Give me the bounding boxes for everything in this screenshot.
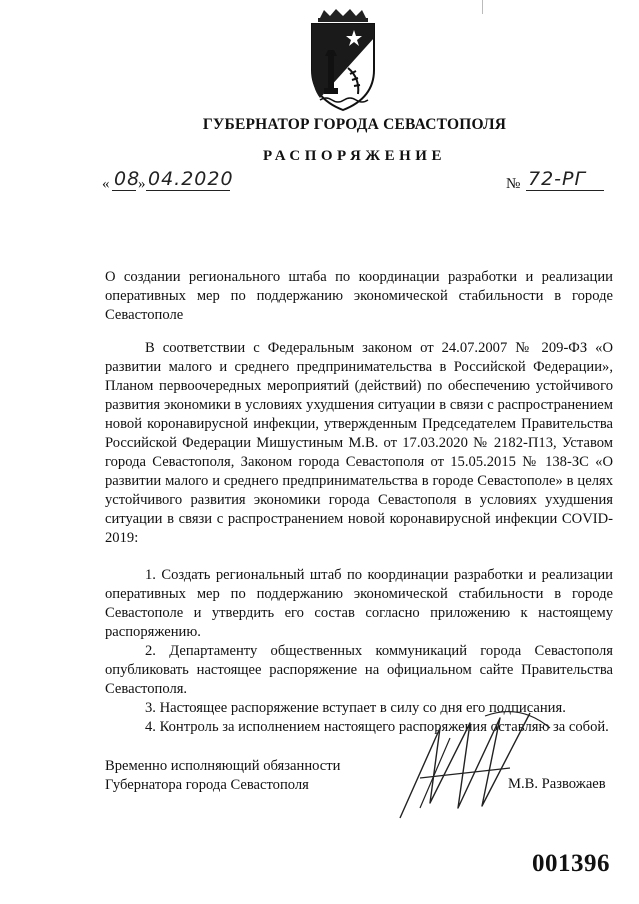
- date-open-quote: «: [102, 176, 110, 192]
- document-body: [105, 339, 613, 737]
- issuing-authority-title: ГУБЕРНАТОР ГОРОДА СЕВАСТОПОЛЯ: [202, 116, 507, 133]
- number-value: 72-РГ: [528, 168, 587, 190]
- date-day: 08: [114, 168, 141, 190]
- document-subject: О создании регионального штаба по координации разработки и реализации оперативных мер по поддержанию экономической стабильности в городе Севастополе: [105, 269, 613, 323]
- date-day-underline: [112, 190, 136, 191]
- number-sign: №: [506, 176, 521, 192]
- document-date: [102, 168, 232, 194]
- scan-mark: [482, 0, 483, 14]
- handwritten-signature: [380, 708, 560, 828]
- number-underline: [526, 190, 604, 191]
- order-item-3: 3. Настоящее распоряжение вступает в силу со дня его подписания.: [145, 700, 566, 716]
- date-close-quote: »: [138, 176, 146, 192]
- sevastopol-coat-of-arms-icon: [290, 8, 396, 114]
- serial-number: 001396: [532, 850, 610, 877]
- order-item-4: 4. Контроль за исполнением настоящего распоряжения оставляю за собой.: [145, 719, 609, 735]
- preamble-paragraph: В соответствии с Федеральным законом от 24.07.2007 № 209-ФЗ «О развитии малого и среднего предпринимательства в Российской Федерации», Планом первоочередных мероприятий (действий) по обеспечению устойчивого развития экономики в условиях ухудшения ситуации в связи с распространением новой коронавирусной инфекции, утвержденным Председателем Правительства Российской Федерации Мишустиным М.В. от 17.03.2020 № 2182-П13, Уставом города Севастополя, Законом города Севастополя от 15.05.2015 № 138-ЗС «О развитии малого и среднего предпринимательства в городе Севастополе» в целях устойчивого развития экономики города Севастополя в условиях ухудшения ситуации в связи с распространением новой коронавирусной инфекции COVID-2019:: [105, 340, 613, 546]
- order-item-2: 2. Департаменту общественных коммуникаций города Севастополя опубликовать настоящее распоряжение на официальном сайте Правительства Севастополя.: [105, 643, 613, 697]
- document-type-heading: РАСПОРЯЖЕНИЕ: [263, 148, 446, 164]
- signatory-position: [105, 757, 365, 795]
- signatory-position-line-2: Губернатора города Севастополя: [105, 777, 309, 793]
- signatory-name: М.В. Развожаев: [508, 776, 606, 792]
- document-number: [506, 168, 606, 194]
- order-item-1: 1. Создать региональный штаб по координации разработки и реализации оперативных мер по поддержанию экономической стабильности в городе Севастополе и утвердить его состав согласно приложению к настоящему распоряжению.: [105, 567, 613, 640]
- date-month-year: 04.2020: [148, 168, 234, 190]
- signatory-position-line-1: Временно исполняющий обязанности: [105, 758, 341, 774]
- date-rest-underline: [146, 190, 230, 191]
